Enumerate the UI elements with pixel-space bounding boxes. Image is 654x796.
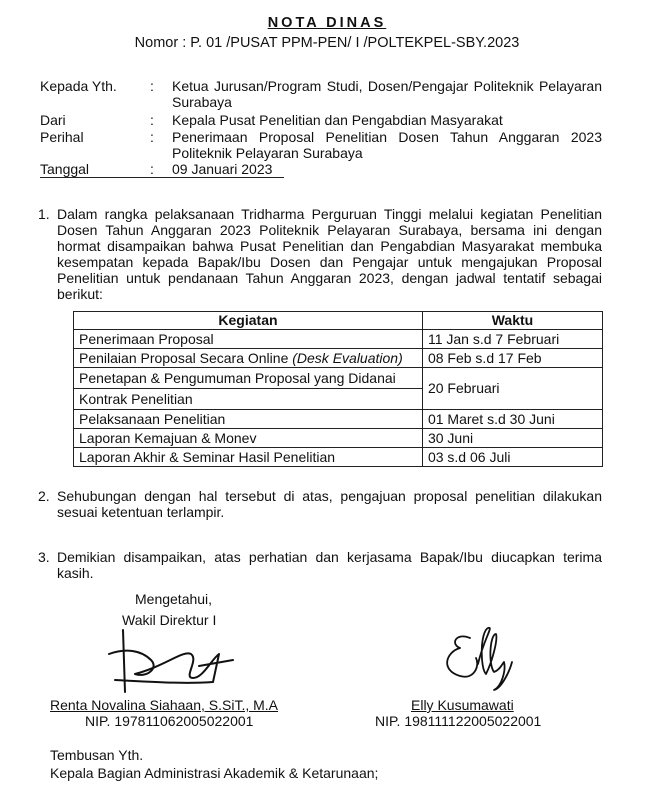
document-title: NOTA DINAS bbox=[267, 15, 387, 31]
signer-position: Wakil Direktur I bbox=[122, 612, 217, 628]
table-row bbox=[74, 330, 603, 349]
acknowledgment-label: Mengetahui, bbox=[135, 591, 213, 607]
recipient-colon: : bbox=[150, 78, 154, 94]
copy-recipients-heading: Tembusan Yth. bbox=[50, 747, 144, 763]
sender-value: Kepala Pusat Penelitian dan Pengabdian Masyarakat bbox=[172, 112, 503, 128]
copy-recipient-item: Kepala Bagian Administrasi Akademik & Ketarunaan; bbox=[50, 765, 379, 781]
point-text: Dalam rangka pelaksanaan Tridharma Perguruan Tinggi melalui kegiatan Penelitian Dosen Tahun Anggaran 2023 Politeknik Pelayaran Surabaya, bersama ini dengan hormat disampaikan bahwa Pusat Penelitian dan Pengabdian Masyarakat membuka kesempatan kepada Bapak/Ibu Dosen dan Pengajar untuk mengajukan Proposal Penelitian untuk pendanaan Tahun Anggaran 2023, dengan jadwal tentatif sebagai berikut: bbox=[57, 206, 602, 302]
left-signer-name: Renta Novalina Siahaan, S.SiT., M.A bbox=[50, 697, 279, 713]
time-cell: 08 Feb s.d 17 Feb bbox=[422, 349, 602, 368]
activity-cell: Laporan Kemajuan & Monev bbox=[74, 429, 423, 448]
right-signer-nip: NIP. 198111122005022001 bbox=[375, 713, 542, 729]
table-row bbox=[74, 448, 603, 467]
activity-cell: Pelaksanaan Penelitian bbox=[74, 410, 423, 429]
table-row bbox=[74, 368, 603, 389]
time-cell: 20 Februari bbox=[422, 368, 602, 410]
activity-text: Penilaian Proposal Secara Online bbox=[79, 349, 293, 366]
table-header-row bbox=[74, 312, 603, 330]
point-text: Demikian disampaikan, atas perhatian dan kerjasama Bapak/Ibu diucapkan terima kasih. bbox=[57, 549, 602, 581]
activity-cell: Penetapan & Pengumuman Proposal yang Didanai bbox=[74, 368, 423, 389]
activity-cell: Kontrak Penelitian bbox=[74, 389, 423, 410]
time-cell: 11 Jan s.d 7 Februari bbox=[422, 330, 602, 349]
recipient-label: Kepada Yth. bbox=[40, 78, 117, 94]
left-signature-image bbox=[95, 620, 255, 700]
right-signer-name: Elly Kusumawati bbox=[411, 697, 514, 713]
point-number: 2. bbox=[38, 488, 50, 504]
date-value: 09 Januari 2023 bbox=[172, 161, 273, 177]
time-cell: 01 Maret s.d 30 Juni bbox=[422, 410, 602, 429]
point-text: Sehubungan dengan hal tersebut di atas, pengajuan proposal penelitian dilakukan sesuai ketentuan terlampir. bbox=[57, 488, 602, 520]
table-row bbox=[74, 410, 603, 429]
subject-label: Perihal bbox=[40, 129, 84, 145]
left-signer-nip: NIP. 197811062005022001 bbox=[85, 713, 254, 729]
point-number: 1. bbox=[38, 206, 50, 222]
date-colon: : bbox=[150, 161, 154, 177]
sender-label: Dari bbox=[40, 112, 66, 128]
right-signature-image bbox=[430, 618, 520, 698]
schedule-table bbox=[73, 311, 603, 467]
document-number: Nomor : P. 01 /PUSAT PPM-PEN/ I /POLTEKPEL-SBY.2023 bbox=[134, 35, 520, 51]
activity-cell: Laporan Akhir & Seminar Hasil Penelitian bbox=[74, 448, 423, 467]
column-header-kegiatan: Kegiatan bbox=[74, 312, 423, 330]
subject-colon: : bbox=[150, 129, 154, 145]
header-divider bbox=[40, 177, 284, 178]
activity-cell bbox=[74, 349, 423, 368]
recipient-value: Ketua Jurusan/Program Studi, Dosen/Pengajar Politeknik Pelayaran Surabaya bbox=[172, 78, 602, 110]
column-header-waktu: Waktu bbox=[422, 312, 602, 330]
date-label: Tanggal bbox=[40, 161, 90, 177]
activity-cell: Penerimaan Proposal bbox=[74, 330, 423, 349]
subject-value: Penerimaan Proposal Penelitian Dosen Tahun Anggaran 2023 Politeknik Pelayaran Surabaya bbox=[172, 129, 602, 161]
point-number: 3. bbox=[38, 549, 50, 565]
table-row bbox=[74, 349, 603, 368]
activity-italic-note: (Desk Evaluation) bbox=[292, 349, 403, 366]
time-cell: 03 s.d 06 Juli bbox=[422, 448, 602, 467]
sender-colon: : bbox=[150, 112, 154, 128]
table-row bbox=[74, 429, 603, 448]
time-cell: 30 Juni bbox=[422, 429, 602, 448]
